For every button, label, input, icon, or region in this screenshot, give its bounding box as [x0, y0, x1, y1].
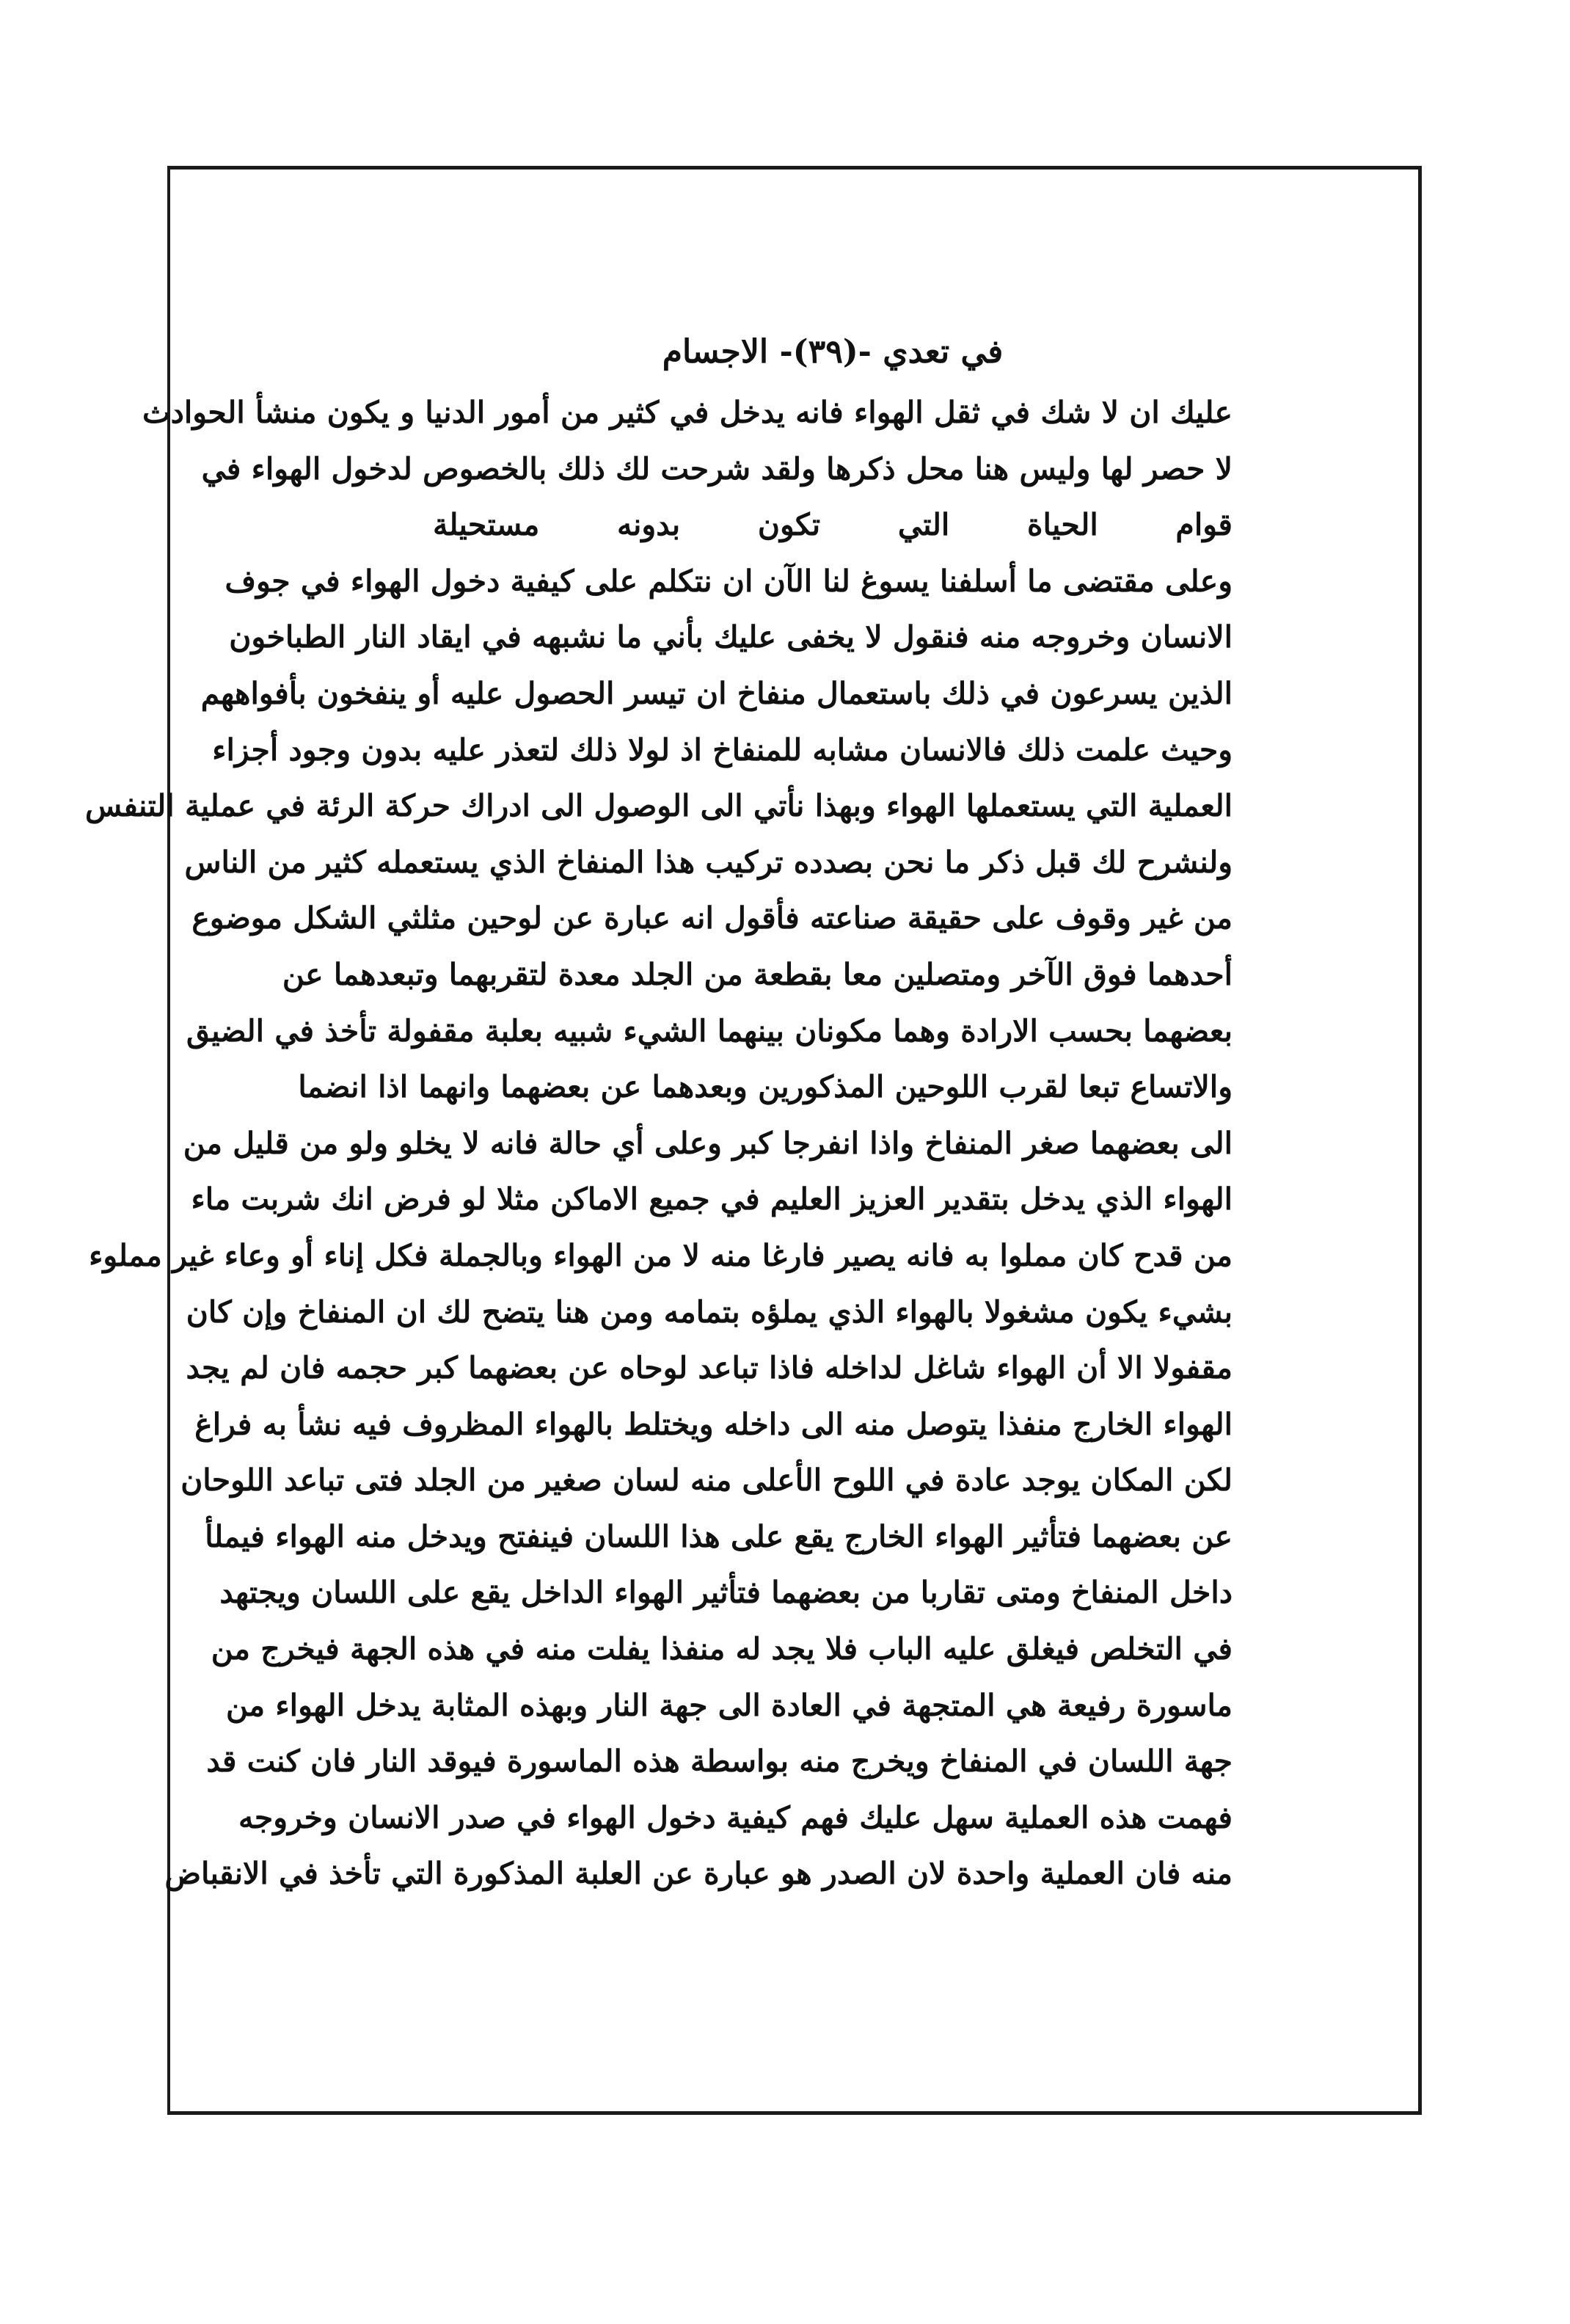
text-line: جهة اللسان في المنفاخ ويخرج منه بواسطة هذه الماسورة فيوقد النار فان كنت قد — [206, 1744, 1233, 1780]
text-line: أحدهما فوق الآخر ومتصلين معا بقطعة من الجلد معدة لتقربهما وتبعدهما عن — [282, 956, 1233, 992]
text-line: قوام الحياة التي تكون بدونه مستحيلة — [433, 507, 1233, 543]
text-line: بعضهما بحسب الارادة وهما مكونان بينهما الشيء شبيه بعلبة مقفولة تأخذ في الضيق — [186, 1013, 1233, 1049]
page-heading: في تعدي -(٣٩)- الاجسام — [662, 333, 1004, 371]
text-line: داخل المنفاخ ومتى تقاربا من بعضهما فتأثير الهواء الداخل يقع على اللسان ويجتهد — [219, 1575, 1233, 1611]
text-line: عن بعضهما فتأثير الهواء الخارج يقع على هذا اللسان فينفتح ويدخل منه الهواء فيملأ — [205, 1518, 1233, 1554]
text-line: الى بعضهما صغر المنفاخ واذا انفرجا كبر وعلى أي حالة فانه لا يخلو ولو من قليل من — [183, 1125, 1233, 1161]
text-line: من غير وقوف على حقيقة صناعته فأقول انه عبارة عن لوحين مثلثي الشكل موضوع — [191, 900, 1233, 936]
text-line: عليك ان لا شك في ثقل الهواء فانه يدخل في كثير من أمور الدنيا و يكون منشأ الحوادث — [142, 395, 1233, 430]
text-line: مقفولا الا أن الهواء شاغل لداخله فاذا تباعد لوحاه عن بعضهما كبر حجمه فان لم يجد — [186, 1350, 1233, 1386]
text-line: العملية التي يستعملها الهواء وبهذا نأتي الى الوصول الى ادراك حركة الرئة في عملية التنفس — [85, 788, 1233, 824]
text-line: فهمت هذه العملية سهل عليك فهم كيفية دخول الهواء في صدر الانسان وخروجه — [238, 1799, 1233, 1835]
text-line: الذين يسرعون في ذلك باستعمال منفاخ ان تيسر الحصول عليه أو ينفخون بأفواههم — [200, 675, 1233, 711]
text-line: الانسان وخروجه منه فنقول لا يخفى عليك بأني ما نشبهه في ايقاد النار الطباخون — [229, 619, 1233, 655]
text-line: من قدح كان مملوا به فانه يصير فارغا منه لا من الهواء وبالجملة فكل إناء أو وعاء غير مملوء — [89, 1237, 1233, 1273]
text-line: وحيث علمت ذلك فالانسان مشابه للمنفاخ اذ لولا ذلك لتعذر عليه بدون وجود أجزاء — [212, 732, 1233, 768]
text-line: في التخلص فيغلق عليه الباب فلا يجد له منفذا يفلت منه في هذه الجهة فيخرج من — [211, 1631, 1233, 1667]
text-line: ماسورة رفيعة هي المتجهة في العادة الى جهة النار وبهذه المثابة يدخل الهواء من — [225, 1687, 1233, 1723]
text-line: لا حصر لها وليس هنا محل ذكرها ولقد شرحت لك ذلك بالخصوص لدخول الهواء في — [201, 451, 1233, 487]
body-text — [85, 385, 1233, 1902]
page-text-block — [85, 323, 1233, 1902]
text-line: وعلى مقتضى ما أسلفنا يسوغ لنا الآن ان نتكلم على كيفية دخول الهواء في جوف — [224, 563, 1233, 599]
text-line: بشيء يكون مشغولا بالهواء الذي يملؤه بتمامه ومن هنا يتضح لك ان المنفاخ وإن كان — [186, 1294, 1233, 1330]
text-line: الهواء الخارج منفذا يتوصل منه الى داخله ويختلط بالهواء المظروف فيه نشأ به فراغ — [194, 1406, 1233, 1442]
text-line: الهواء الذي يدخل بتقدير العزيز العليم في جميع الاماكن مثلا لو فرض انك شربت ماء — [191, 1181, 1233, 1217]
text-line: منه فان العملية واحدة لان الصدر هو عبارة عن العلبة المذكورة التي تأخذ في الانقباض — [164, 1856, 1233, 1892]
text-line: ولنشرح لك قبل ذكر ما نحن بصدده تركيب هذا المنفاخ الذي يستعمله كثير من الناس — [184, 844, 1233, 880]
text-line: لكن المكان يوجد عادة في اللوح الأعلى منه لسان صغير من الجلد فتى تباعد اللوحان — [180, 1462, 1233, 1498]
text-line: والاتساع تبعا لقرب اللوحين المذكورين وبعدهما عن بعضهما وانهما اذا انضما — [298, 1069, 1233, 1105]
